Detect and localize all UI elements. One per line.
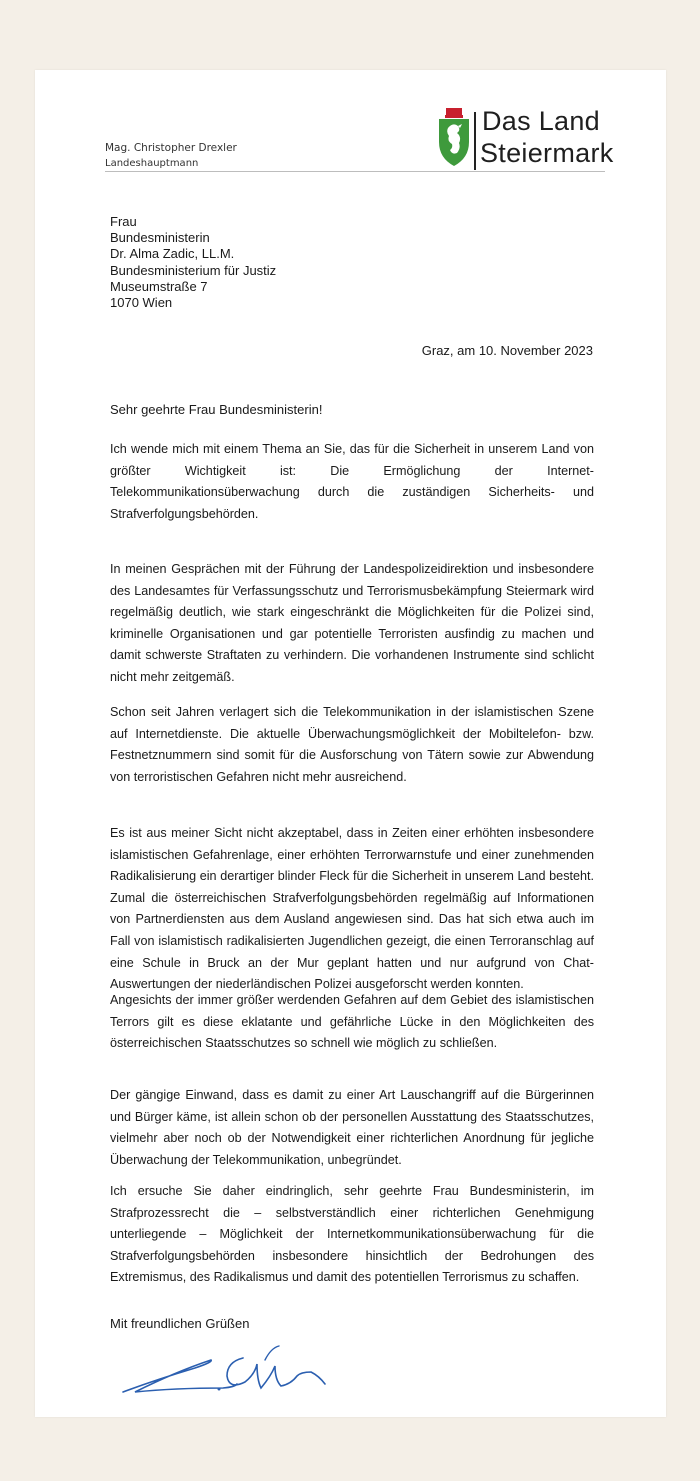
letter-page	[35, 70, 666, 1417]
salutation: Sehr geehrte Frau Bundesministerin!	[110, 402, 323, 417]
paragraph: Es ist aus meiner Sicht nicht akzeptabel, dass in Zeiten einer erhöhten insbesondere islamistischen Gefahrenlage, einer erhöhten Terrorwarnstufe und einer zunehmenden Radikalisierung ein derartiger blinder Fleck für die Sicherheit in unserem Land besteht. Zumal die österreichischen Strafverfolgungsbehörden regelmäßig auf Informationen von Partnerdiensten aus dem Ausland angewiesen sind. Das hat sich etwa auch im Fall von islamistisch radikalisierten Jugendlichen gezeigt, die einen Terroranschlag auf eine Schule in Bruck an der Mur geplant hatten und nur aufgrund von Chat-Auswertungen der niederländischen Polizei ausgeforscht werden konnten.	[110, 826, 594, 992]
paragraph: Schon seit Jahren verlagert sich die Telekommunikation in der islamistischen Szene auf Internetdienste. Die aktuelle Überwachungsmöglichkeit der Mobiltelefon- bzw. Festnetznummern sind somit für die Ausforschung von Tätern sowie zur Abwendung von terroristischen Gefahren nicht mehr ausreichend.	[110, 705, 594, 784]
sender-name: Mag. Christopher Drexler	[105, 142, 237, 154]
address-line: Bundesministerium für Justiz	[110, 262, 277, 278]
logo-text-das-land: Das Land	[482, 106, 600, 136]
address-line: Frau	[110, 214, 137, 229]
paragraph: Der gängige Einwand, dass es damit zu einer Art Lauschangriff auf die Bürgerinnen und Bürger käme, ist allein schon ob der personellen Ausstattung des Staatsschutzes, vielmehr aber noch ob der Notwendigkeit einer richterlichen Anordnung für jegliche Überwachung der Telekommunikation, unbegründet.	[110, 1088, 594, 1167]
recipient-address	[110, 214, 276, 311]
paragraph: Angesichts der immer größer werdenden Gefahren auf dem Gebiet des islamistischen Terrors gilt es diese eklatante und gefährliche Lücke in den Möglichkeiten des österreichischen Staatsschutzes so schnell wie möglich zu schließen.	[110, 993, 594, 1051]
handwritten-signature	[115, 1318, 355, 1398]
paragraph: Ich wende mich mit einem Thema an Sie, das für die Sicherheit in unserem Land von größter Wichtigkeit ist: Die Ermöglichung der Internet-Telekommunikationsüberwachung durch die zuständigen Sicherheits- und Strafverfolgungsbehörden.	[110, 442, 594, 521]
address-line: Museumstraße 7	[110, 278, 208, 294]
sender-role: Landeshauptmann	[105, 158, 199, 169]
logo-text-steiermark: Steiermark	[480, 138, 614, 168]
date-line: Graz, am 10. November 2023	[421, 343, 593, 358]
paragraph: In meinen Gesprächen mit der Führung der Landespolizeidirektion und insbesondere des Landesamtes für Verfassungsschutz und Terrorismusbekämpfung Steiermark wird regelmäßig deutlich, wie stark eingeschränkt die Möglichkeiten für die Polizei sind, kriminelle Organisationen und gar potentielle Terroristen ausfindig zu machen und damit schwerste Straftaten zu verhindern. Die vorhandenen Instrumente sind schlicht nicht mehr zeitgemäß.	[110, 562, 594, 684]
closing: Mit freundlichen Grüßen	[110, 1316, 250, 1331]
logo-divider	[474, 112, 476, 170]
address-line: Bundesministerin	[110, 230, 210, 246]
address-line: 1070 Wien	[110, 295, 173, 311]
land-steiermark-logo	[437, 106, 614, 172]
address-line: Dr. Alma Zadic, LL.M.	[110, 246, 235, 262]
paragraph: Ich ersuche Sie daher eindringlich, sehr geehrte Frau Bundesministerin, im Strafprozessrecht die – selbstverständlich einer richterlichen Genehmigung unterliegende – Möglichkeit der Internetkommunikationsüberwachung für die Strafverfolgungsbehörden insbesondere hinsichtlich der Bedrohungen des Extremismus, des Radikalismus und damit des potentiellen Terrorismus zu schaffen.	[110, 1184, 594, 1285]
coat-of-arms-icon	[437, 108, 471, 168]
